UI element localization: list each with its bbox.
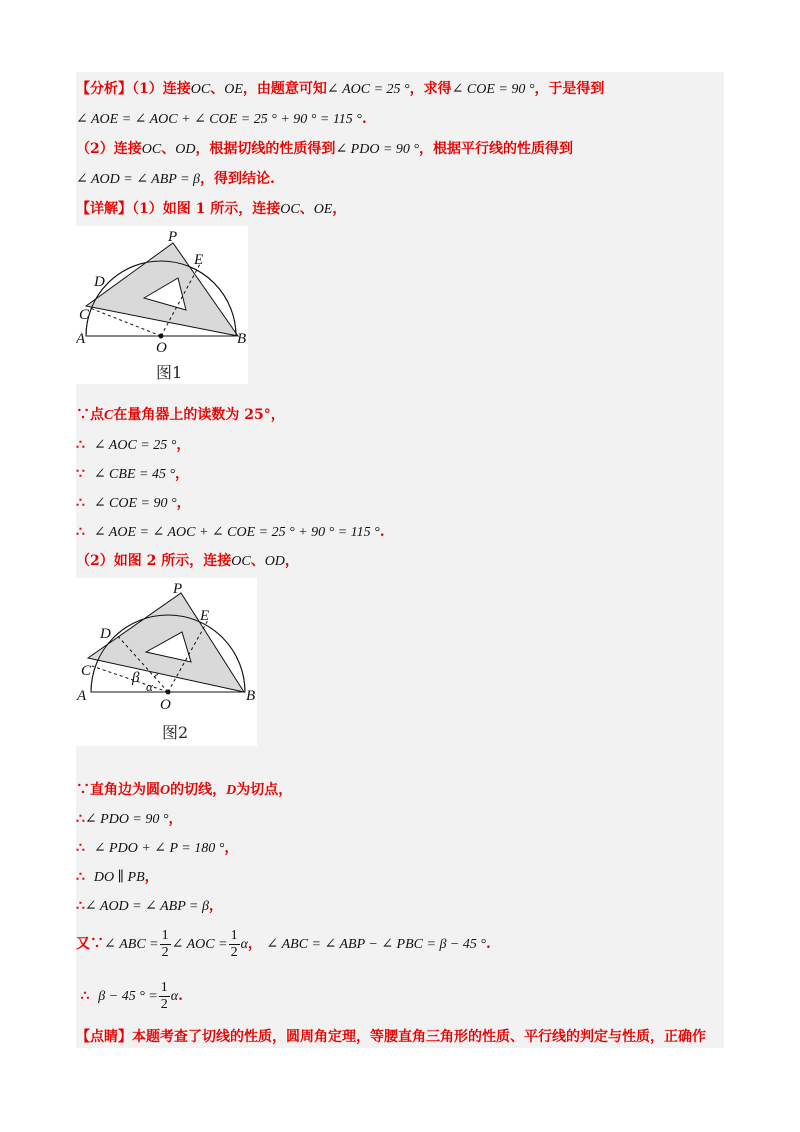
part2-step-2: ∴∠ PDO = 90 °， xyxy=(76,811,183,827)
part2-step-7: ∴ β − 45 ° = $\frac{1}{2}$ α. xyxy=(80,979,183,1012)
part2-step-4: ∴ DO ∥ PB， xyxy=(76,869,159,885)
fig2-label-c: C xyxy=(81,663,92,679)
fig1-label-p: P xyxy=(168,229,178,245)
fig1-label-c: C xyxy=(79,307,90,323)
fraction-half: $\frac{1}{2}$ xyxy=(161,927,169,960)
part2-step-3: ∴ ∠ PDO + ∠ P = 180 °， xyxy=(76,840,239,856)
analysis-line-2: ∠ AOE = ∠ AOC + ∠ COE = 25 ° + 90 ° = 115 °. xyxy=(76,111,367,127)
part2-intro: （2）如图 2 所示，连接OC、OD， xyxy=(76,553,299,569)
fig1-label-e: E xyxy=(194,252,204,268)
detail-line: 【详解】（1）如图 1 所示，连接OC、OE， xyxy=(76,201,347,217)
fig1-caption: 图1 xyxy=(156,363,183,382)
analysis-tag: 【分析】 xyxy=(76,81,132,97)
analysis-line-3: （2）连接OC、OD，根据切线的性质得到∠ PDO = 90 °，根据平行线的性质得到 xyxy=(76,141,573,157)
fig1-label-o: O xyxy=(156,340,167,356)
detail-tag: 【详解】 xyxy=(76,201,132,217)
fig2-label-beta: β xyxy=(132,670,140,686)
fig2-label-b: B xyxy=(246,688,256,704)
analysis-line-4: ∠ AOD = ∠ ABP = β，得到结论. xyxy=(76,171,275,187)
part2-step-5: ∴∠ AOD = ∠ ABP = β， xyxy=(76,898,223,914)
comment-tag: 【点睛】 xyxy=(76,1029,132,1045)
part2-step-1: ∵直角边为圆O的切线，D为切点， xyxy=(76,782,293,798)
figure-2 xyxy=(76,578,257,746)
fig2-label-alpha: α xyxy=(146,679,153,694)
part1-step-4: ∴ ∠ COE = 90 °， xyxy=(76,495,191,511)
figure-1 xyxy=(76,226,248,384)
fig2-label-a: A xyxy=(77,688,87,704)
part1-step-1: ∵点C在量角器上的读数为 25°， xyxy=(76,407,285,423)
fig2-label-d: D xyxy=(100,626,111,642)
fraction-half: $\frac{1}{2}$ xyxy=(160,979,168,1012)
part1-step-2: ∴ ∠ AOC = 25 °， xyxy=(76,437,191,453)
fig1-label-d: D xyxy=(94,274,105,290)
fig1-label-b: B xyxy=(237,331,247,347)
part1-step-5: ∴ ∠ AOE = ∠ AOC + ∠ COE = 25 ° + 90 ° = 115 °. xyxy=(76,524,385,540)
fig2-label-p: P xyxy=(173,581,183,597)
part1-step-3: ∵ ∠ CBE = 45 °， xyxy=(76,466,190,482)
fig2-caption: 图2 xyxy=(162,723,189,742)
comment-line: 【点睛】本题考查了切线的性质，圆周角定理，等腰直角三角形的性质、平行线的判定与性质，正确作 xyxy=(76,1029,706,1045)
part2-step-6: 又∵∠ ABC = $\frac{1}{2}$ ∠ AOC = $\frac{1}{2}$ α， ∠ ABC = ∠ ABP − ∠ PBC = β − 45 °. xyxy=(76,927,491,960)
fig1-label-a: A xyxy=(76,331,86,347)
analysis-line-1: 【分析】（1）连接OC、OE，由题意可知∠ AOC = 25 °，求得∠ COE = 90 °，于是得到 xyxy=(76,81,605,97)
fig2-label-e: E xyxy=(200,608,210,624)
fraction-half: $\frac{1}{2}$ xyxy=(230,927,238,960)
fig2-label-o: O xyxy=(160,697,171,713)
